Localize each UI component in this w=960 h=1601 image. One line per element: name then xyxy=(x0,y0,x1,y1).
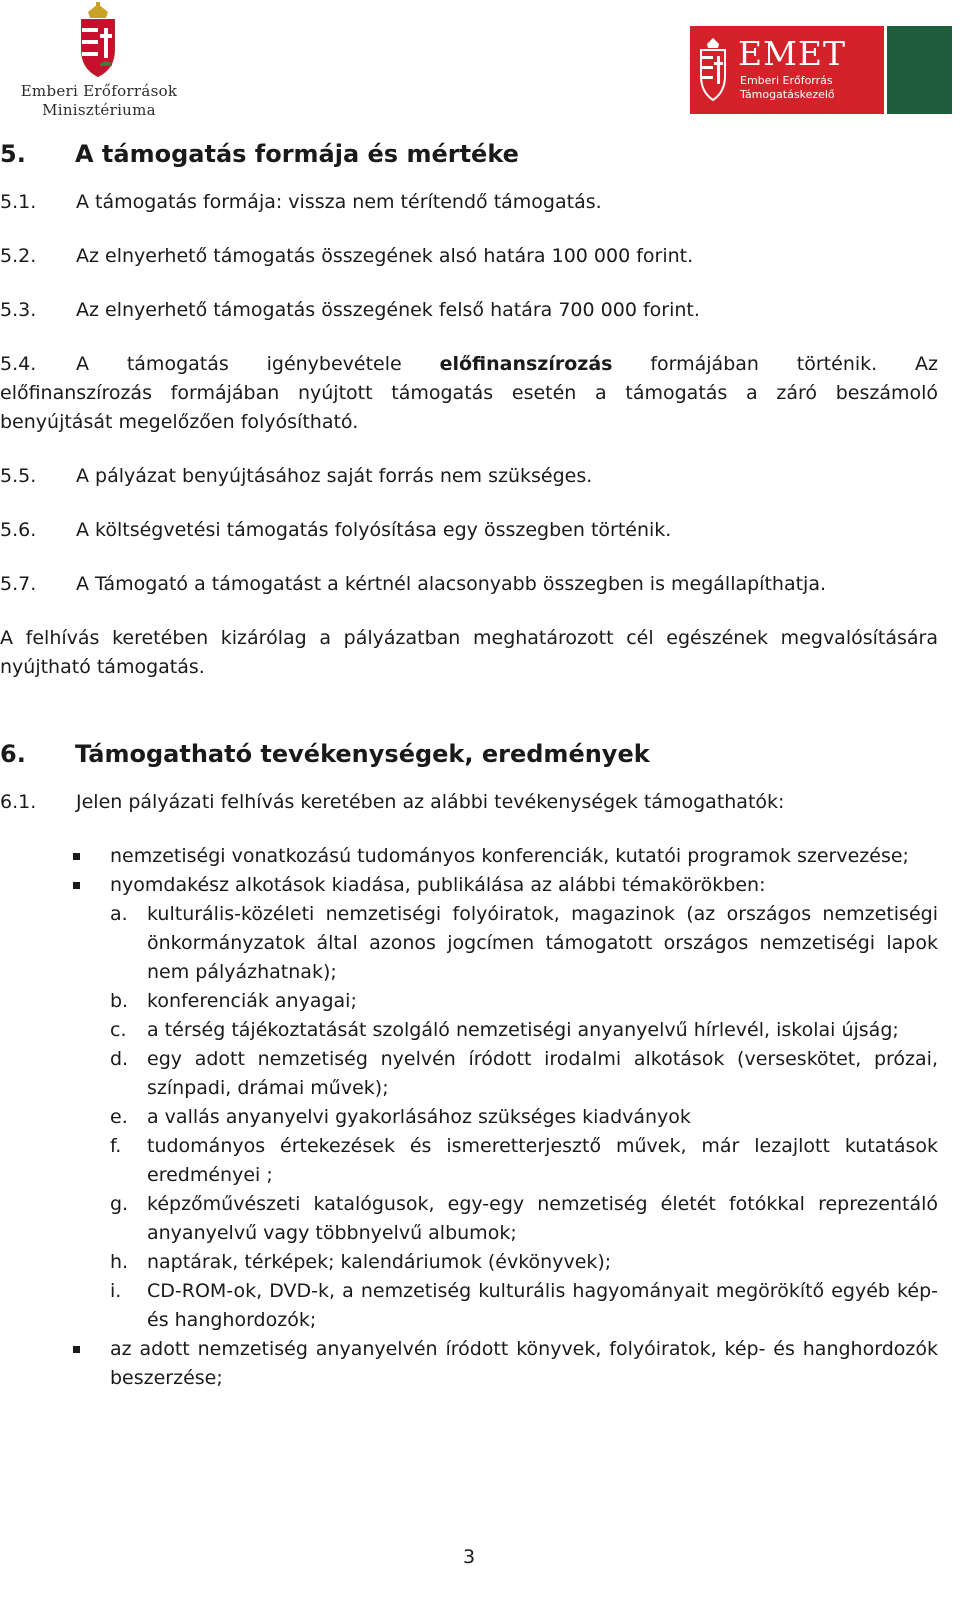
activity-list xyxy=(0,842,938,1393)
hungarian-crest-icon xyxy=(74,2,122,78)
sub-list-letter: b. xyxy=(110,990,129,1012)
paragraph-number: 5.6. xyxy=(0,519,37,541)
sub-list-letter: i. xyxy=(110,1280,122,1302)
section-title: A támogatás formája és mértéke xyxy=(75,140,519,168)
sub-list-letter: a. xyxy=(110,903,128,925)
sub-list-letter: g. xyxy=(110,1193,129,1215)
sub-list-letter: f. xyxy=(110,1135,122,1157)
sub-list-text: konferenciák anyagai; xyxy=(147,990,357,1012)
list-item xyxy=(0,871,938,1335)
paragraph-5-1 xyxy=(0,188,938,217)
sub-list xyxy=(110,900,938,1335)
sub-list-letter: h. xyxy=(110,1251,129,1273)
paragraph-5-2 xyxy=(0,242,938,271)
sub-list-item xyxy=(110,1190,938,1248)
section-number: 5. xyxy=(0,140,26,168)
paragraph-5-5 xyxy=(0,462,938,491)
sub-list-item xyxy=(110,900,938,987)
sub-list-text: tudományos értekezések és ismeretterjesztő művek, már lezajlott kutatások eredményei ; xyxy=(147,1135,938,1186)
page-header xyxy=(0,0,960,125)
list-item-text: nemzetiségi vonatkozású tudományos konferenciák, kutatói programok szervezése; xyxy=(110,845,909,867)
section-6-heading xyxy=(0,740,938,768)
sub-list-letter: e. xyxy=(110,1106,128,1128)
paragraph-5-7 xyxy=(0,570,938,599)
sub-list-text: a vallás anyanyelvi gyakorlásához szükséges kiadványok xyxy=(147,1106,691,1128)
paragraph-5-4-first-line xyxy=(0,350,938,379)
list-item xyxy=(0,842,938,871)
sub-list-text: képzőművészeti katalógusok, egy-egy nemzetiség életét fotókkal reprezentáló anyanyelvű vagy többnyelvű albumok; xyxy=(147,1193,938,1244)
section-5-note: A felhívás keretében kizárólag a pályázatban meghatározott cél egészének megvalósítására nyújtható támogatás. xyxy=(0,627,938,678)
ministry-name-line2: Minisztériuma xyxy=(42,101,156,119)
paragraph-text: Az elnyerhető támogatás összegének felső határa 700 000 forint. xyxy=(76,299,700,321)
list-item-text: nyomdakész alkotások kiadása, publikálása az alábbi témakörökben: xyxy=(110,874,766,896)
emet-logo-red-panel xyxy=(690,26,884,114)
paragraph-5-4-post: formájában történik. Az xyxy=(612,353,938,375)
sub-list-text: naptárak, térképek; kalendáriumok (évkönyvek); xyxy=(147,1251,612,1273)
paragraph-5-4 xyxy=(0,350,938,437)
paragraph-text: Az elnyerhető támogatás összegének alsó határa 100 000 forint. xyxy=(76,245,694,267)
sub-list-text: CD-ROM-ok, DVD-k, a nemzetiség kulturális hagyományait megörökítő egyéb kép- és hanghordozók; xyxy=(147,1280,938,1331)
paragraph-number: 5.3. xyxy=(0,299,37,321)
sub-list-letter: c. xyxy=(110,1019,127,1041)
paragraph-5-4-line1 xyxy=(76,350,938,379)
paragraph-5-6 xyxy=(0,516,938,545)
section-5-heading xyxy=(0,140,938,168)
paragraph-text: A pályázat benyújtásához saját forrás nem szükséges. xyxy=(76,465,593,487)
list-item-head xyxy=(0,871,938,900)
paragraph-6-1 xyxy=(0,788,938,817)
page-number: 3 xyxy=(462,1546,476,1568)
list-item xyxy=(0,1335,938,1393)
paragraph-5-4-pre: A támogatás igénybevétele xyxy=(76,353,440,375)
emet-logo-green-panel xyxy=(887,26,952,114)
paragraph-number: 5.4. xyxy=(0,353,37,375)
ministry-name-line1: Emberi Erőforrások xyxy=(20,82,178,100)
paragraph-number: 6.1. xyxy=(0,791,37,813)
sub-list-text: egy adott nemzetiség nyelvén íródott irodalmi alkotások (verseskötet, prózai, színpadi, drámai művek); xyxy=(147,1048,938,1099)
sub-list-item xyxy=(110,1277,938,1335)
section-number: 6. xyxy=(0,740,26,768)
paragraph-number: 5.7. xyxy=(0,573,37,595)
section-title: Támogatható tevékenységek, eredmények xyxy=(75,740,650,768)
emet-subtitle-line2: Támogatáskezelő xyxy=(740,88,835,101)
sub-list-item xyxy=(110,1248,938,1277)
paragraph-number: 5.1. xyxy=(0,191,37,213)
paragraph-number: 5.5. xyxy=(0,465,37,487)
prefinancing-term: előfinanszírozás xyxy=(439,353,613,375)
sub-list-text: a térség tájékoztatását szolgáló nemzetiségi anyanyelvű hírlevél, iskolai újság; xyxy=(147,1019,899,1041)
bullet-icon xyxy=(0,842,110,871)
paragraph-number: 5.2. xyxy=(0,245,37,267)
sub-list-item xyxy=(110,987,938,1016)
document-body xyxy=(0,140,938,1393)
emet-title: EMET xyxy=(738,34,846,73)
paragraph-text: A támogatás formája: vissza nem térítendő támogatás. xyxy=(76,191,602,213)
sub-list-item xyxy=(110,1016,938,1045)
sub-list-text: kulturális-közéleti nemzetiségi folyóiratok, magazinok (az országos nemzetiségi önkormányzatok által azonos jogcímen támogatott országos nemzetiségi lapok nem pályázhatnak); xyxy=(147,903,938,983)
paragraph-5-4-rest: előfinanszírozás formájában nyújtott támogatás esetén a támogatás a záró beszámoló benyújtását megelőzően folyósítható. xyxy=(0,382,938,433)
sub-list-letter: d. xyxy=(110,1048,129,1070)
bullet-icon xyxy=(0,871,110,900)
paragraph-5-3 xyxy=(0,296,938,325)
sub-list-item xyxy=(110,1045,938,1103)
paragraph-text: A költségvetési támogatás folyósítása egy összegben történik. xyxy=(76,519,672,541)
paragraph-text: A Támogató a támogatást a kértnél alacsonyabb összegben is megállapíthatja. xyxy=(76,573,826,595)
emet-crest-icon xyxy=(698,36,728,102)
emet-logo xyxy=(690,26,952,114)
list-item-text: az adott nemzetiség anyanyelvén íródott könyvek, folyóiratok, kép- és hanghordozók beszerzése; xyxy=(110,1338,938,1389)
emet-subtitle-line1: Emberi Erőforrás xyxy=(740,74,833,87)
sub-list-item xyxy=(110,1103,938,1132)
sub-list-item xyxy=(110,1132,938,1190)
ministry-logo xyxy=(14,2,184,120)
paragraph-text: Jelen pályázati felhívás keretében az alábbi tevékenységek támogathatók: xyxy=(76,791,785,813)
bullet-icon xyxy=(0,1335,110,1393)
